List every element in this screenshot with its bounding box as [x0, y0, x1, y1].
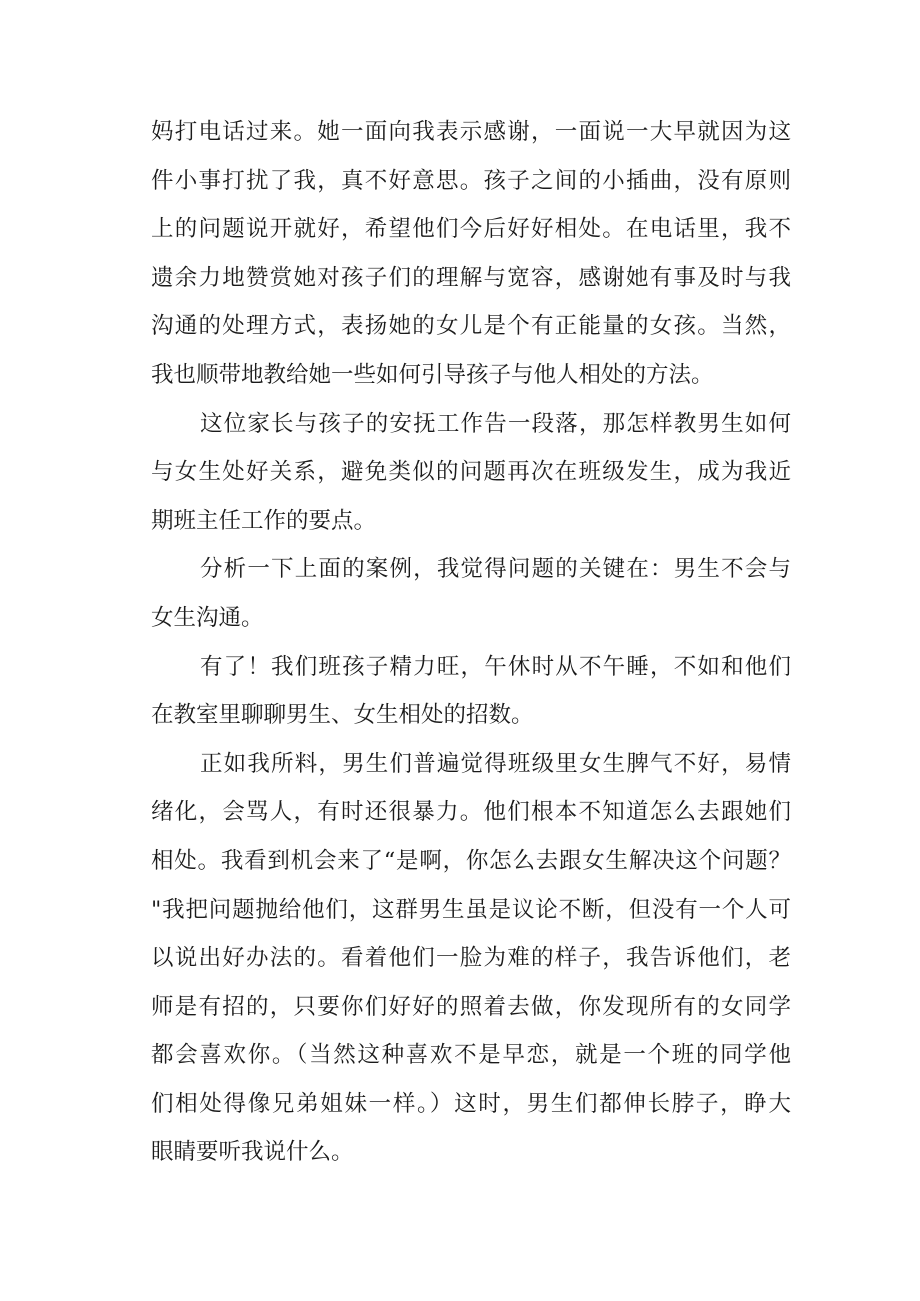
- text-line: 绪化，会骂人，有时还很暴力。他们根本不知道怎么去跟她们: [151, 799, 791, 826]
- paragraph-4: [151, 643, 791, 740]
- text-line: 都会喜欢你。（当然这种喜欢不是早恋，就是一个班的同学他: [151, 1042, 791, 1069]
- text-line: 沟通的处理方式，表扬她的女儿是个有正能量的女孩。当然，: [151, 313, 791, 340]
- paragraph-2: [151, 400, 791, 546]
- text-line: 与女生处好关系，避免类似的问题再次在班级发生，成为我近: [151, 459, 791, 486]
- text-line: 以说出好办法的。看着他们一脸为难的样子，我告诉他们，老: [151, 945, 791, 972]
- text-line: 女生沟通。: [151, 604, 264, 631]
- text-line: 分析一下上面的案例，我觉得问题的关键在：男生不会与: [200, 556, 791, 583]
- text-line: 正如我所料，男生们普遍觉得班级里女生脾气不好，易情: [200, 750, 791, 777]
- text-line: 相处。我看到机会来了“是啊，你怎么去跟女生解决这个问题？: [151, 847, 791, 874]
- text-line: 妈打电话过来。她一面向我表示感谢，一面说一大早就因为这: [151, 119, 791, 145]
- paragraph-3: [151, 545, 791, 642]
- body-text: [151, 108, 791, 1177]
- text-line: 上的问题说开就好，希望他们今后好好相处。在电话里，我不: [151, 216, 791, 243]
- text-line: 这位家长与孩子的安抚工作告一段落，那怎样教男生如何: [200, 410, 791, 437]
- text-line: 遗余力地赞赏她对孩子们的理解与宽容，感谢她有事及时与我: [151, 264, 791, 291]
- text-line: 有了！我们班孩子精力旺，午休时从不午睡，不如和他们: [200, 653, 791, 680]
- text-line: 们相处得像兄弟姐妹一样。）这时，男生们都伸长脖子，睁大: [151, 1090, 791, 1117]
- paragraph-5: [151, 740, 791, 1177]
- text-line: 期班主任工作的要点。: [151, 507, 377, 534]
- paragraph-1: [151, 108, 791, 400]
- text-line: 我也顺带地教给她一些如何引导孩子与他人相处的方法。: [151, 361, 714, 388]
- text-line: 师是有招的，只要你们好好的照着去做，你发现所有的女同学: [151, 993, 791, 1020]
- text-line: 在教室里聊聊男生、女生相处的招数。: [151, 702, 534, 729]
- text-line: "我把问题抛给他们，这群男生虽是议论不断，但没有一个人可: [151, 896, 791, 923]
- text-line: 件小事打扰了我，真不好意思。孩子之间的小插曲，没有原则: [151, 167, 791, 194]
- text-line: 眼睛要听我说什么。: [151, 1139, 354, 1166]
